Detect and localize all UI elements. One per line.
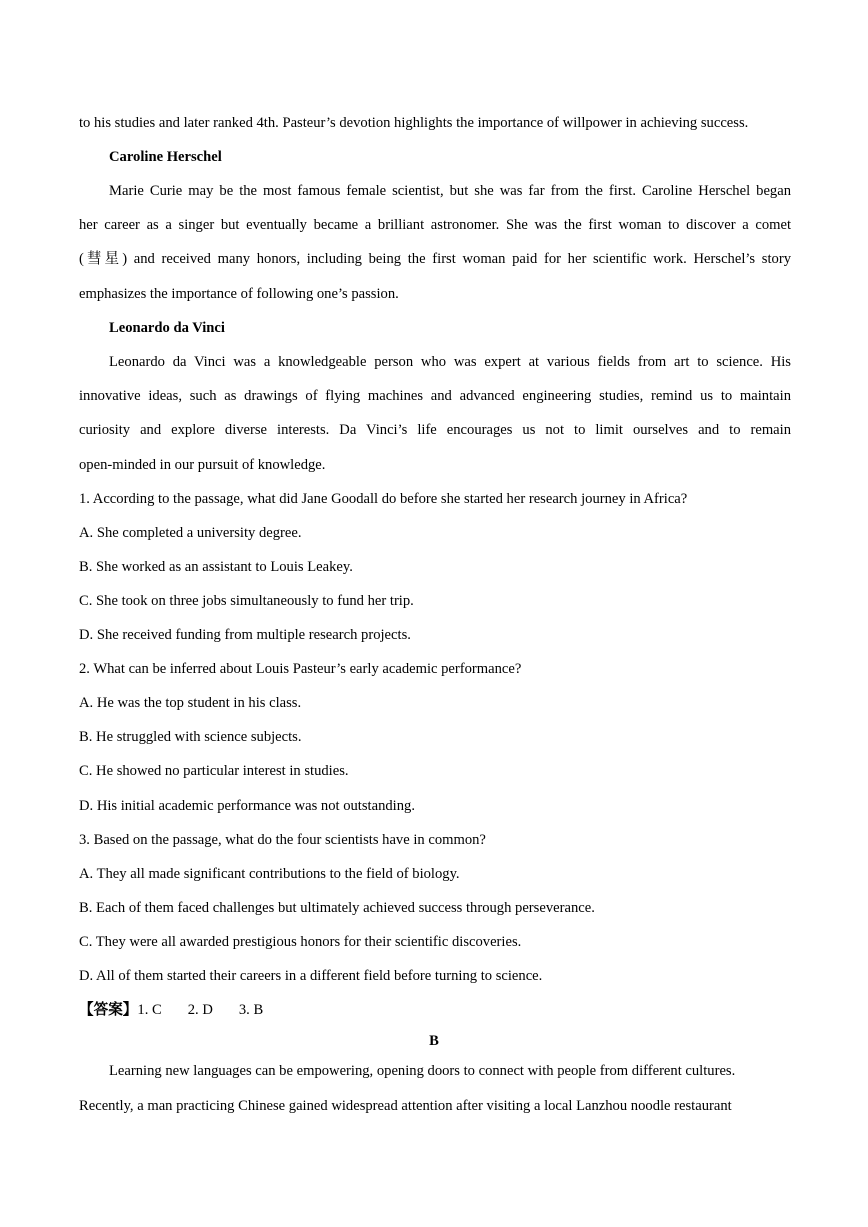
answer-item: 2. D <box>187 1002 213 1018</box>
paragraph-line: her career as a singer but eventually became a brilliant astronomer. She was the first woman to discover a comet <box>79 217 791 233</box>
paragraph-line: Leonardo da Vinci was a knowledgeable person who was expert at various fields from art to science. His <box>109 354 791 370</box>
answer-option: D. She received funding from multiple research projects. <box>79 627 411 643</box>
paragraph-line: (彗星) and received many honors, including being the first woman paid for her scientific work. Herschel’s story <box>79 251 791 267</box>
answer-option: A. They all made significant contributions to the field of biology. <box>79 866 460 882</box>
question-stem: 1. According to the passage, what did Jane Goodall do before she started her research journey in Africa? <box>79 491 688 507</box>
answer-option: D. All of them started their careers in a different field before turning to science. <box>79 968 543 984</box>
paragraph-line: emphasizes the importance of following one’s passion. <box>79 286 399 302</box>
paragraph-line: curiosity and explore diverse interests. Da Vinci’s life encourages us not to limit ourselves and to remain <box>79 422 791 438</box>
answer-option: C. He showed no particular interest in studies. <box>79 763 349 779</box>
paragraph-line: open-minded in our pursuit of knowledge. <box>79 457 326 473</box>
passage-carryover-line: to his studies and later ranked 4th. Pasteur’s devotion highlights the importance of willpower in achieving success. <box>79 115 749 131</box>
paragraph-line: Recently, a man practicing Chinese gained widespread attention after visiting a local Lanzhou noodle restaurant <box>79 1098 732 1114</box>
answer-item: 3. B <box>238 1002 264 1018</box>
answer-key-label: 【答案】 <box>79 1002 138 1018</box>
section-heading-davinci: Leonardo da Vinci <box>109 320 225 336</box>
paragraph-line: innovative ideas, such as drawings of flying machines and advanced engineering studies, remind us to maintain <box>79 388 791 404</box>
answer-option: C. She took on three jobs simultaneously to fund her trip. <box>79 593 414 609</box>
paragraph-line: Marie Curie may be the most famous female scientist, but she was far from the first. Caroline Herschel began <box>109 183 791 199</box>
answer-key <box>79 1000 791 1020</box>
answer-option: C. They were all awarded prestigious honors for their scientific discoveries. <box>79 934 522 950</box>
answer-option: A. She completed a university degree. <box>79 525 302 541</box>
answer-item: 1. C <box>137 1002 162 1018</box>
paragraph-line: Learning new languages can be empowering, opening doors to connect with people from different cultures. <box>109 1063 736 1079</box>
answer-option: B. Each of them faced challenges but ultimately achieved success through perseverance. <box>79 900 595 916</box>
answer-option: A. He was the top student in his class. <box>79 695 302 711</box>
passage-b-heading: B <box>429 1033 439 1049</box>
section-heading-herschel: Caroline Herschel <box>109 149 222 165</box>
answer-option: B. She worked as an assistant to Louis Leakey. <box>79 559 353 575</box>
question-stem: 2. What can be inferred about Louis Pasteur’s early academic performance? <box>79 661 522 677</box>
answer-option: D. His initial academic performance was not outstanding. <box>79 798 415 814</box>
question-stem: 3. Based on the passage, what do the four scientists have in common? <box>79 832 486 848</box>
answer-option: B. He struggled with science subjects. <box>79 729 302 745</box>
